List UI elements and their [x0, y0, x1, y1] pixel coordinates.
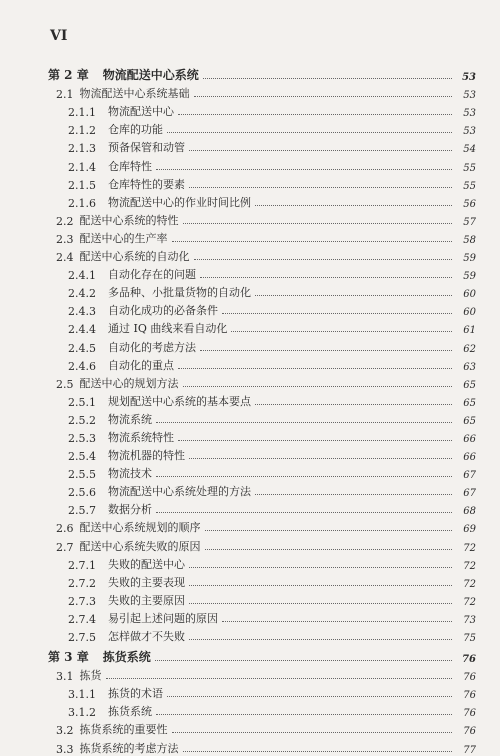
toc-entry-page: 72	[463, 578, 476, 590]
dot-leader	[205, 530, 453, 531]
dot-leader	[200, 350, 452, 351]
dot-leader	[255, 404, 452, 405]
toc-entry-number: 2.4.5	[68, 341, 96, 355]
dot-leader	[194, 259, 453, 260]
dot-leader	[172, 732, 453, 733]
toc-entry-number: 2.5	[56, 377, 74, 391]
dot-leader	[167, 696, 452, 697]
toc-entry-title: 拣货	[79, 669, 102, 683]
toc-entry-title: 配送中心系统失败的原因	[79, 539, 201, 553]
dot-leader	[205, 549, 453, 550]
toc-entry-page: 72	[463, 542, 476, 554]
toc-entry-number: 3.1.2	[68, 706, 96, 720]
toc-entry	[48, 517, 476, 535]
toc-entry-number: 2.5.4	[68, 450, 96, 464]
toc-entry-number: 3.1.1	[68, 688, 96, 702]
toc-chapter-entry	[48, 647, 476, 665]
toc-entry-title: 配送中心系统的特性	[79, 213, 179, 227]
toc-entry-page: 65	[463, 379, 476, 391]
dot-leader	[189, 639, 452, 640]
dot-leader	[222, 313, 452, 314]
dot-leader	[183, 223, 453, 224]
toc-entry-title: 数据分析	[108, 503, 152, 517]
toc-entry-number: 3.1	[56, 670, 74, 684]
toc-entry-page: 62	[463, 343, 476, 355]
toc-entry-number: 2.7.3	[68, 594, 96, 608]
toc-entry	[48, 282, 476, 300]
toc-entry-page: 55	[463, 180, 476, 192]
toc-entry-number: 2.4.2	[68, 287, 96, 301]
toc-entry-number: 3.3	[56, 742, 74, 756]
toc-entry-number: 2.7.2	[68, 576, 96, 590]
toc-entry-number: 2.1.4	[68, 160, 96, 174]
dot-leader	[156, 169, 452, 170]
dot-leader	[167, 132, 452, 133]
toc-entry	[48, 554, 476, 572]
toc-entry-page: 53	[463, 108, 476, 120]
toc-entry-title: 物流配送中心	[108, 105, 174, 119]
dot-leader	[255, 494, 452, 495]
toc-entry	[48, 665, 476, 683]
toc-entry	[48, 264, 476, 282]
toc-entry	[48, 445, 476, 463]
toc-entry-page: 67	[463, 488, 476, 500]
toc-entry-page: 67	[463, 470, 476, 482]
toc-entry	[48, 192, 476, 210]
toc-entry	[48, 155, 476, 173]
toc-entry	[48, 535, 476, 553]
toc-entry-number: 2.1	[56, 88, 74, 102]
toc-entry	[48, 300, 476, 318]
toc-entry-title: 失败的主要原因	[108, 593, 185, 607]
toc-entry	[48, 683, 476, 701]
toc-entry-title: 拣货系统的考虑方法	[79, 741, 179, 755]
toc-entry-title: 拣货系统	[108, 705, 152, 719]
toc-entry-title: 易引起上述问题的原因	[108, 611, 218, 625]
toc-entry-title: 物流配送中心系统基础	[79, 87, 190, 101]
toc-entry-page: 53	[463, 126, 476, 138]
toc-entry-title: 物流系统	[108, 412, 152, 426]
dot-leader	[255, 205, 452, 206]
toc-entry-title: 拣货系统的重要性	[79, 723, 168, 737]
toc-entry-number: 2.4	[56, 251, 74, 265]
toc-entry-number: 2.7.1	[68, 558, 96, 572]
toc-entry-page: 60	[463, 307, 476, 319]
dot-leader	[194, 96, 453, 97]
toc-entry	[48, 210, 476, 228]
toc-entry-number: 2.7.4	[68, 612, 96, 626]
dot-leader	[178, 440, 452, 441]
dot-leader	[189, 458, 452, 459]
dot-leader	[189, 585, 452, 586]
toc-entry-page: 56	[463, 198, 476, 210]
toc-entry-number: 2.7.5	[68, 631, 96, 644]
toc-entry-page: 76	[463, 690, 476, 702]
toc-entry-page: 57	[463, 216, 476, 228]
dot-leader	[189, 150, 452, 151]
toc-entry-number: 2.1.6	[68, 196, 96, 210]
toc-entry-page: 60	[463, 289, 476, 301]
dot-leader	[156, 714, 452, 715]
toc-entry-number: 2.2	[56, 214, 74, 228]
toc-entry	[48, 481, 476, 499]
toc-entry-page: 77	[463, 744, 476, 756]
toc-entry	[48, 318, 476, 336]
toc-entry-number: 2.6	[56, 522, 74, 536]
toc-entry-title: 物流配送中心系统	[102, 68, 199, 83]
toc-entry-title: 仓库特性	[108, 159, 152, 173]
dot-leader	[231, 331, 452, 332]
toc-entry-title: 自动化的重点	[108, 358, 174, 372]
toc-entry	[48, 228, 476, 246]
toc-entry-page: 65	[463, 415, 476, 427]
toc-entry	[48, 373, 476, 391]
toc-entry	[48, 101, 476, 119]
toc-entry-title: 预备保管和动管	[108, 141, 185, 155]
toc-entry-title: 失败的配送中心	[108, 557, 185, 571]
toc-entry-title: 配送中心系统的自动化	[79, 250, 190, 264]
table-of-contents	[48, 62, 476, 756]
dot-leader	[155, 660, 452, 661]
toc-entry-page: 75	[463, 633, 476, 644]
toc-entry-page: 76	[463, 708, 476, 720]
toc-entry-title: 物流配送中心系统处理的方法	[108, 485, 251, 499]
toc-entry-title: 失败的主要表现	[108, 575, 185, 589]
dot-leader	[156, 512, 452, 513]
toc-entry-number: 2.5.5	[68, 468, 96, 482]
toc-entry-title: 物流系统特性	[108, 430, 174, 444]
toc-entry-page: 68	[463, 506, 476, 518]
toc-entry-page: 76	[462, 654, 476, 666]
toc-entry-page: 66	[463, 452, 476, 464]
toc-entry-number: 3.2	[56, 724, 74, 738]
toc-entry-title: 通过 IQ 曲线来看自动化	[108, 322, 228, 336]
toc-entry-title: 自动化的考虑方法	[108, 340, 196, 354]
dot-leader	[106, 678, 453, 679]
dot-leader	[222, 621, 452, 622]
toc-entry	[48, 427, 476, 445]
toc-entry-number: 2.4.4	[68, 323, 96, 337]
toc-entry	[48, 608, 476, 626]
toc-entry-page: 53	[463, 90, 476, 102]
dot-leader	[183, 751, 453, 752]
toc-entry-page: 58	[463, 234, 476, 246]
toc-entry	[48, 409, 476, 427]
toc-entry-title: 自动化成功的必备条件	[108, 304, 218, 318]
toc-entry-page: 61	[463, 325, 476, 337]
toc-entry	[48, 355, 476, 373]
toc-entry-page: 59	[463, 271, 476, 283]
toc-entry-title: 仓库的功能	[108, 123, 163, 137]
toc-entry-number: 2.5.7	[68, 504, 96, 518]
toc-entry	[48, 463, 476, 481]
toc-entry-page: 66	[463, 433, 476, 445]
dot-leader	[156, 422, 452, 423]
dot-leader	[200, 277, 452, 278]
toc-entry-number: 2.5.2	[68, 413, 96, 427]
toc-entry-title: 配送中心系统规划的顺序	[79, 521, 201, 535]
toc-entry	[48, 137, 476, 155]
toc-entry-page: 63	[463, 361, 476, 373]
dot-leader	[189, 567, 452, 568]
toc-entry-title: 物流配送中心的作业时间比例	[108, 195, 251, 209]
toc-entry-title: 仓库特性的要素	[108, 177, 185, 191]
toc-entry-page: 72	[463, 560, 476, 572]
dot-leader	[203, 78, 452, 79]
toc-entry	[48, 701, 476, 719]
toc-entry	[48, 83, 476, 101]
toc-entry-number: 2.4.6	[68, 359, 96, 373]
dot-leader	[178, 368, 452, 369]
toc-entry-title: 多品种、小批量货物的自动化	[108, 286, 251, 300]
toc-entry-page: 72	[463, 596, 476, 608]
toc-entry-number: 2.5.6	[68, 486, 96, 500]
toc-entry-title: 配送中心的规划方法	[79, 376, 179, 390]
toc-entry-title: 物流技术	[108, 467, 152, 481]
toc-entry-page: 53	[462, 72, 476, 84]
toc-entry-number: 2.4.3	[68, 305, 96, 319]
dot-leader	[255, 295, 452, 296]
toc-entry	[48, 336, 476, 354]
toc-entry-number: 2.5.1	[68, 395, 96, 409]
toc-entry-title: 拣货的术语	[108, 687, 163, 701]
dot-leader	[189, 187, 452, 188]
toc-entry	[48, 737, 476, 755]
toc-entry	[48, 719, 476, 737]
toc-entry-page: 76	[463, 672, 476, 684]
toc-entry-page: 69	[463, 524, 476, 536]
toc-entry-number: 2.1.2	[68, 124, 96, 138]
toc-entry-title: 配送中心的生产率	[79, 231, 168, 245]
toc-entry-title: 自动化存在的问题	[108, 268, 196, 282]
toc-entry-number: 2.7	[56, 540, 74, 554]
dot-leader	[178, 114, 452, 115]
toc-entry-page: 76	[463, 726, 476, 738]
toc-entry-number: 第 2 章	[48, 68, 89, 83]
toc-entry-page: 59	[463, 253, 476, 265]
toc-entry-title: 物流机器的特性	[108, 449, 185, 463]
toc-chapter-entry	[48, 65, 476, 83]
dot-leader	[172, 241, 453, 242]
toc-entry-number: 2.5.3	[68, 431, 96, 445]
toc-entry	[48, 626, 476, 644]
toc-entry-page: 55	[463, 162, 476, 174]
toc-entry-page: 65	[463, 397, 476, 409]
toc-entry-title: 规划配送中心系统的基本要点	[108, 394, 251, 408]
dot-leader	[183, 386, 453, 387]
toc-entry	[48, 119, 476, 137]
toc-entry-number: 第 3 章	[48, 650, 89, 665]
toc-entry	[48, 391, 476, 409]
toc-entry-number: 2.1.5	[68, 178, 96, 192]
page-number-roman: VI	[50, 28, 68, 44]
toc-entry	[48, 499, 476, 517]
toc-entry-number: 2.1.1	[68, 106, 96, 120]
toc-entry-number: 2.1.3	[68, 142, 96, 156]
toc-entry	[48, 590, 476, 608]
toc-entry-title: 怎样做才不失败	[108, 630, 185, 643]
toc-entry	[48, 246, 476, 264]
toc-entry-title: 拣货系统	[102, 650, 151, 665]
toc-entry-number: 2.4.1	[68, 269, 96, 283]
dot-leader	[156, 476, 452, 477]
toc-entry-page: 54	[463, 144, 476, 156]
toc-entry-page: 73	[463, 614, 476, 626]
toc-entry-number: 2.3	[56, 232, 74, 246]
toc-entry	[48, 572, 476, 590]
toc-entry	[48, 174, 476, 192]
dot-leader	[189, 603, 452, 604]
